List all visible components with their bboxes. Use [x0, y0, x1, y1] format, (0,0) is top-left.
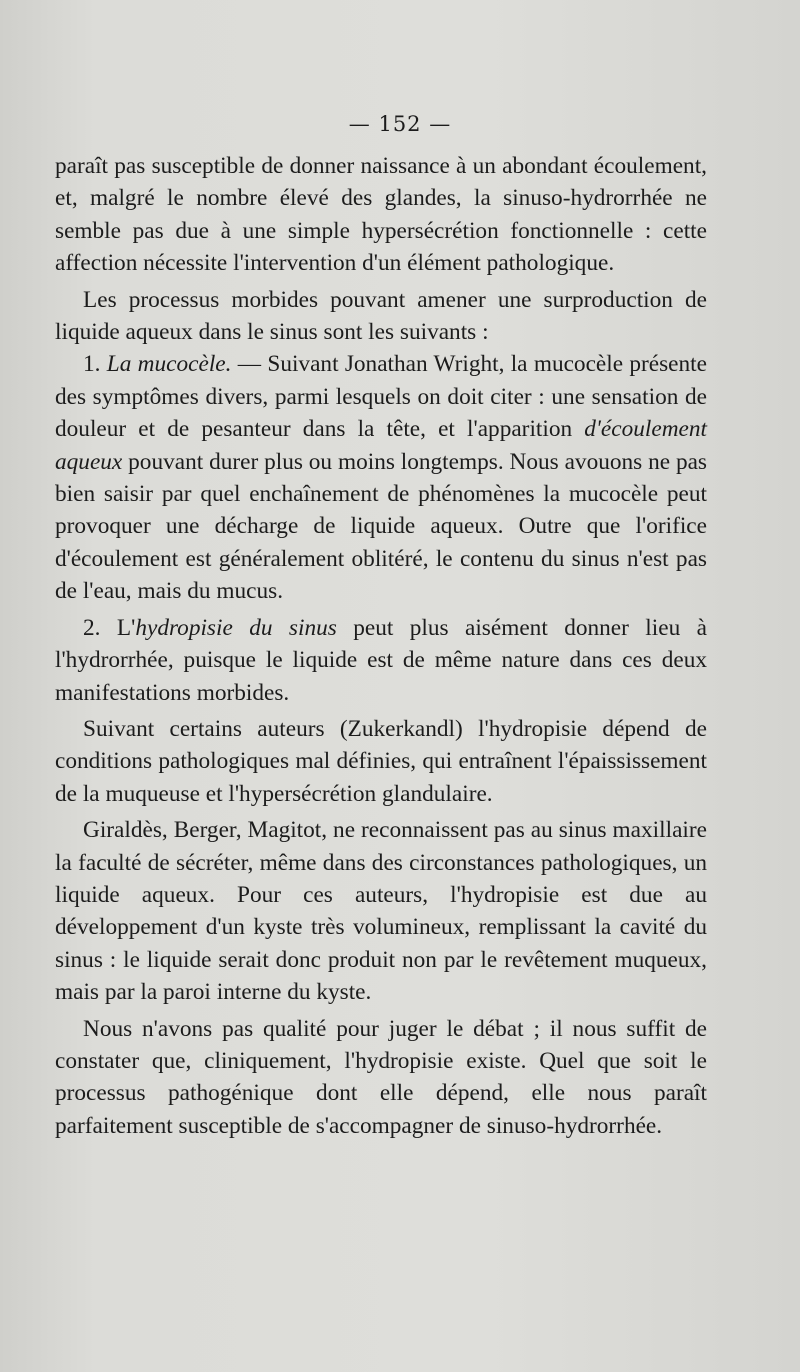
paragraph-hydropisie: [55, 612, 707, 709]
paragraph-giraldes: Giraldès, Berger, Magitot, ne reconnaissent pas au sinus maxillaire la faculté de sécréter, même dans des circonstances pathologiques, un liquide aqueux. Pour ces auteurs, l'hydropisie est due au développement d'un kyste très volumineux, remplissant la cavité du sinus : le liquide serait donc produit non par le revêtement muqueux, mais par la paroi interne du kyste.: [55, 817, 707, 1006]
body-text: [55, 150, 707, 1142]
emphasis-ecoulement: d'écoulement aqueux: [55, 416, 707, 475]
paragraph-conclusion: Nous n'avons pas qualité pour juger le débat ; il nous suffit de constater que, cliniquement, l'hydropisie existe. Quel que soit le processus pathogénique dont elle dépend, elle nous paraît parfaitement susceptible de s'accompagner de sinuso-hydrorrhée.: [55, 1015, 707, 1139]
page-number: — 152 —: [348, 112, 452, 136]
paragraph-mucocele: [55, 348, 707, 607]
paragraph-text: pouvant durer plus ou moins longtemps. Nous avouons ne pas bien saisir par quel enchaînement de phénomènes la mucocèle peut provoquer une décharge de liquide aqueux. Outre que l'orifice d'écoulement est généralement oblitéré, le contenu du sinus n'est pas de l'eau, mais du mucus.: [55, 448, 707, 605]
item-number: 2.: [83, 614, 101, 641]
paragraph-zukerkandl: Suivant certains auteurs (Zukerkandl) l'hydropisie dépend de conditions pathologiques mal définies, qui entraînent l'épaississement de la muqueuse et l'hypersécrétion glandulaire.: [55, 715, 707, 807]
paragraph-text: — Suivant Jonathan Wright, la mucocèle présente des symptômes divers, parmi lesquels on doit citer : une sensation de douleur et de pesanteur dans la tête, et l'apparition: [55, 351, 707, 443]
paragraph-processus: Les processus morbides pouvant amener une surproduction de liquide aqueux dans le sinus sont les suivants :: [55, 286, 707, 346]
item-number: 1.: [83, 351, 101, 378]
section-title-hydropisie: hydropisie du sinus: [135, 614, 337, 641]
section-title-mucocele: La mucocèle.: [106, 351, 232, 378]
article-prefix: L': [116, 614, 136, 641]
paragraph-text: peut plus aisément donner lieu à l'hydrorrhée, puisque le liquide est de même nature dans ces deux manifestations morbides.: [55, 614, 707, 706]
paragraph-continuation: paraît pas susceptible de donner naissance à un abondant écoulement, et, malgré le nombre élevé des glandes, la sinuso-hydrorrhée ne semble pas due à une simple hypersécrétion fonctionnelle : cette affection nécessite l'intervention d'un élément pathologique.: [55, 153, 707, 277]
